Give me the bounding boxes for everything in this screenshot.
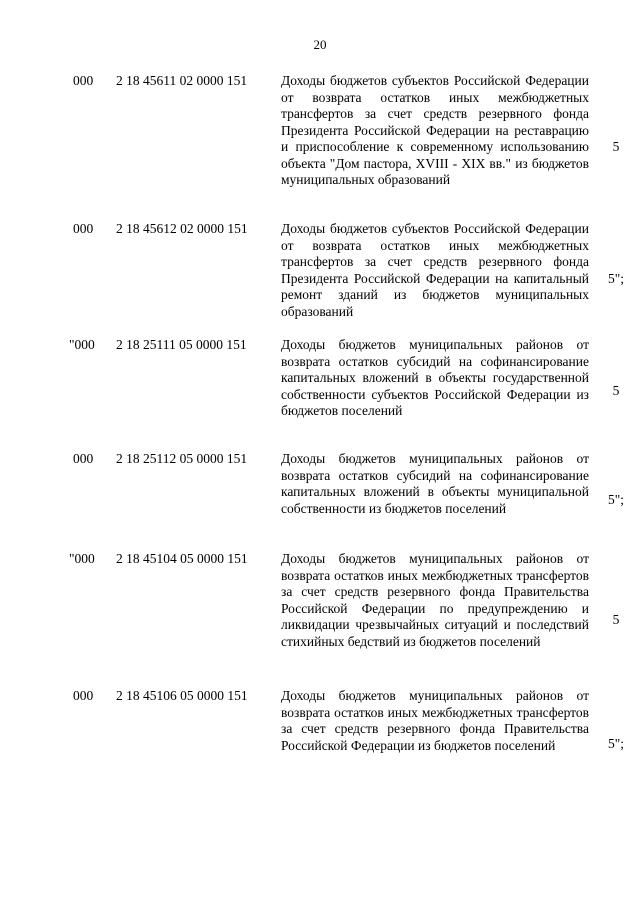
admin-code: "000 bbox=[69, 337, 95, 352]
value-cell: 5 bbox=[612, 612, 620, 627]
page-number: 20 bbox=[313, 37, 327, 52]
admin-code: 000 bbox=[73, 73, 94, 88]
value-cell: 5"; bbox=[608, 736, 625, 751]
budget-classification-code: 2 18 25112 05 0000 151 bbox=[116, 451, 248, 466]
income-description: Доходы бюджетов муниципальных районов от возврата остатков субсидий на софинансирование капитальных вложений в объекты государственной собственности субъектов Российской Федерации из бюджетов поселений bbox=[281, 337, 589, 418]
income-description: Доходы бюджетов муниципальных районов от возврата остатков иных межбюджетных трансфертов за счет средств резервного фонда Правительства Российской Федерации по предупреждению и ликвидации чрезвычайных ситуаций и последствий стихийных бедствий из бюджетов поселений bbox=[281, 551, 589, 649]
income-description: Доходы бюджетов субъектов Российской Федерации от возврата остатков иных межбюджетных трансфертов за счет средств резервного фонда Президента Российской Федерации на реставрацию и приспособление к современному использованию объекта "Дом пастора, XVIII - XIX вв." из бюджетов муниципальных образований bbox=[281, 73, 589, 187]
value-cell: 5 bbox=[612, 139, 620, 154]
value-cell: 5"; bbox=[608, 271, 625, 286]
admin-code: 000 bbox=[73, 451, 94, 466]
value-cell: 5"; bbox=[608, 492, 625, 507]
admin-code: "000 bbox=[69, 551, 95, 566]
budget-classification-code: 2 18 25111 05 0000 151 bbox=[116, 337, 247, 352]
admin-code: 000 bbox=[73, 688, 94, 703]
budget-classification-code: 2 18 45104 05 0000 151 bbox=[116, 551, 248, 566]
income-description: Доходы бюджетов муниципальных районов от возврата остатков иных межбюджетных трансфертов за счет средств резервного фонда Правительства Российской Федерации из бюджетов поселений bbox=[281, 688, 589, 753]
budget-classification-code: 2 18 45611 02 0000 151 bbox=[116, 73, 248, 88]
admin-code: 000 bbox=[73, 221, 94, 236]
budget-classification-code: 2 18 45106 05 0000 151 bbox=[116, 688, 248, 703]
value-cell: 5 bbox=[612, 383, 620, 398]
income-description: Доходы бюджетов субъектов Российской Федерации от возврата остатков иных межбюджетных трансфертов за счет средств резервного фонда Президента Российской Федерации на капитальный ремонт зданий из бюджетов муниципальных образований bbox=[281, 221, 589, 319]
budget-classification-code: 2 18 45612 02 0000 151 bbox=[116, 221, 248, 236]
income-description: Доходы бюджетов муниципальных районов от возврата остатков субсидий на софинансирование капитальных вложений в объекты муниципальной собственности из бюджетов поселений bbox=[281, 451, 589, 516]
